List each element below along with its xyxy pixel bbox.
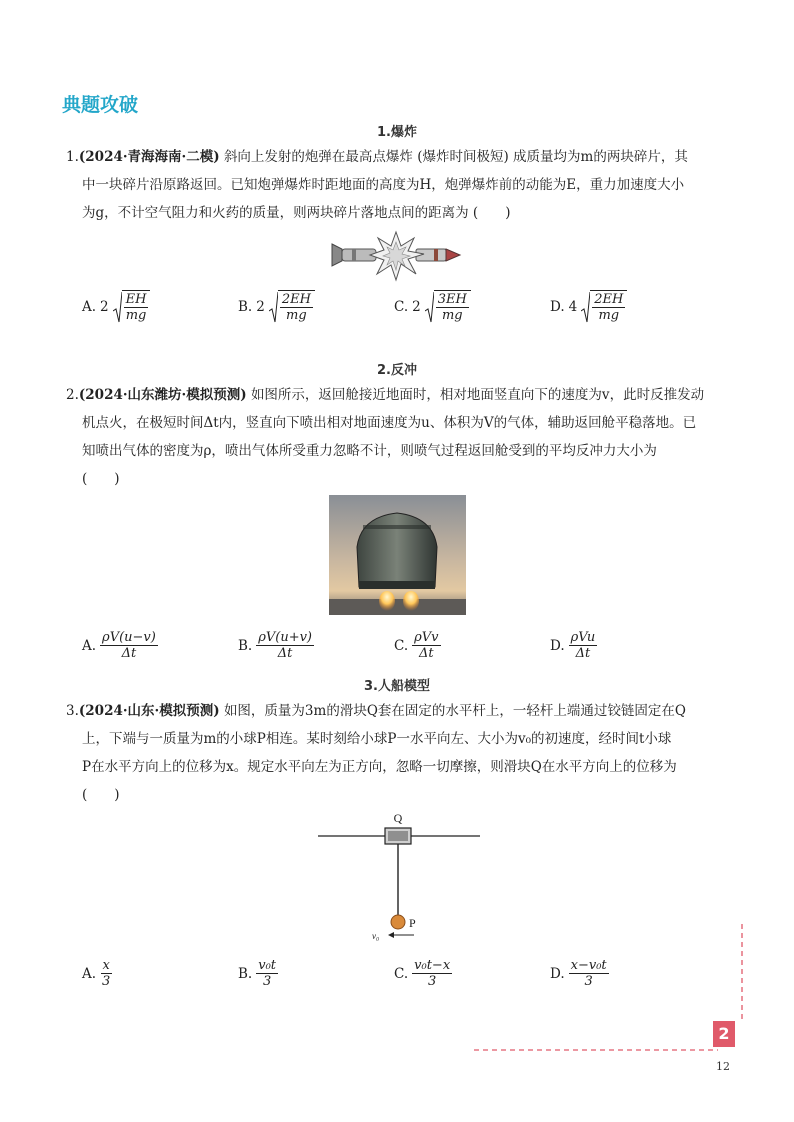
q2-text-1: 如图所示，返回舱接近地面时，相对地面竖直向下的速度为v，此时反推发动 [250, 387, 705, 403]
q1-option-d: D. 4 $\frac{2EH}{mg}$ [550, 290, 627, 323]
q3-option-a: A. $\frac{x}{3}$ [82, 958, 111, 989]
return-capsule-image [329, 495, 466, 615]
q2-line-3: 知喷出气体的密度为ρ，喷出气体所受重力忽略不计，则喷气过程返回舱受到的平均反冲力大小为 [82, 443, 657, 459]
q3-option-d: D. $\frac{\text{x−v₀t}}{3}$ [550, 958, 607, 989]
q1-option-c: C. 2 $\frac{3EH}{mg}$ [394, 290, 471, 323]
section-title: 典题攻破 [62, 94, 139, 116]
q1-line-1 [66, 143, 746, 171]
q3-line-3: P在水平方向上的位移为x。规定水平向左为正方向，忽略一切摩擦，则滑块Q在水平方向上的位移为 [82, 759, 677, 775]
q2-heading: 2.反冲 [377, 363, 417, 378]
q1-line-3: 为g，不计空气阻力和火药的质量，则两块碎片落地点间的距离为 ( ) [82, 205, 511, 221]
q2-option-a: A. $\frac{\rho V(u-v)}{\Delta t}$ [82, 630, 156, 661]
q3-text-1: 如图，质量为3m的滑块Q套在固定的水平杆上，一轻杆上端通过铰链固定在Q [223, 703, 686, 719]
q2-line-1 [66, 381, 746, 409]
sqrt: $\frac{2EH}{mg}$ [269, 290, 315, 323]
q1-source: (2024·青海海南·二模) [78, 149, 220, 165]
q-label: Q [393, 811, 403, 825]
q3-option-b: B. $\frac{\text{v₀t}}{3}$ [238, 958, 276, 989]
q2-line-2: 机点火，在极短时间Δt内，竖直向下喷出相对地面速度为u、体积为V的气体，辅助返回舱平稳落地。已 [82, 415, 697, 431]
q2-option-b: B. $\frac{\rho V(u+v)}{\Delta t}$ [238, 630, 313, 661]
q3-line-4: ( ) [82, 787, 120, 803]
q3-source: (2024·山东·模拟预测) [78, 703, 220, 719]
q1-option-b: B. 2 $\frac{2EH}{mg}$ [238, 290, 315, 323]
page-corner-decoration [470, 920, 750, 1055]
shell-explosion-image [330, 230, 464, 282]
q1-option-a: A. 2 $\frac{EH}{mg}$ [82, 290, 150, 323]
sqrt: $\frac{EH}{mg}$ [113, 290, 151, 323]
page-badge: 2 [713, 1021, 735, 1047]
q1-line-2: 中一块碎片沿原路返回。已知炮弹爆炸时距地面的高度为H，炮弹爆炸前的动能为E，重力加速度大小 [82, 177, 685, 193]
v0-label: v₀ [372, 931, 380, 941]
q2-line-4: ( ) [82, 471, 120, 487]
q1-text-1: 斜向上发射的炮弹在最高点爆炸 (爆炸时间极短) 成质量均为m的两块碎片，其 [223, 149, 688, 165]
q2-source: (2024·山东潍坊·模拟预测) [78, 387, 247, 403]
q1-heading: 1.爆炸 [377, 125, 417, 140]
q2-number: 2. [66, 387, 79, 403]
slider-rod-diagram [310, 805, 490, 947]
q3-heading: 3.人船模型 [364, 679, 430, 694]
sqrt: $\frac{3EH}{mg}$ [425, 290, 471, 323]
q1-number: 1. [66, 149, 79, 165]
q3-line-1 [66, 697, 746, 725]
sqrt: $\frac{2EH}{mg}$ [581, 290, 627, 323]
q2-option-d: D. $\frac{\text{ρVu}}{\Delta t}$ [550, 630, 596, 661]
q3-line-2: 上，下端与一质量为m的小球P相连。某时刻给小球P一水平向左、大小为v₀的初速度，经时间t小球 [82, 731, 672, 747]
q2-option-c: C. $\frac{\text{ρVv}}{\Delta t}$ [394, 630, 439, 661]
page-number: 12 [716, 1060, 730, 1073]
q3-option-c: C. $\frac{\text{v₀t−x}}{3}$ [394, 958, 451, 989]
q3-number: 3. [66, 703, 79, 719]
p-label: P [409, 916, 416, 930]
